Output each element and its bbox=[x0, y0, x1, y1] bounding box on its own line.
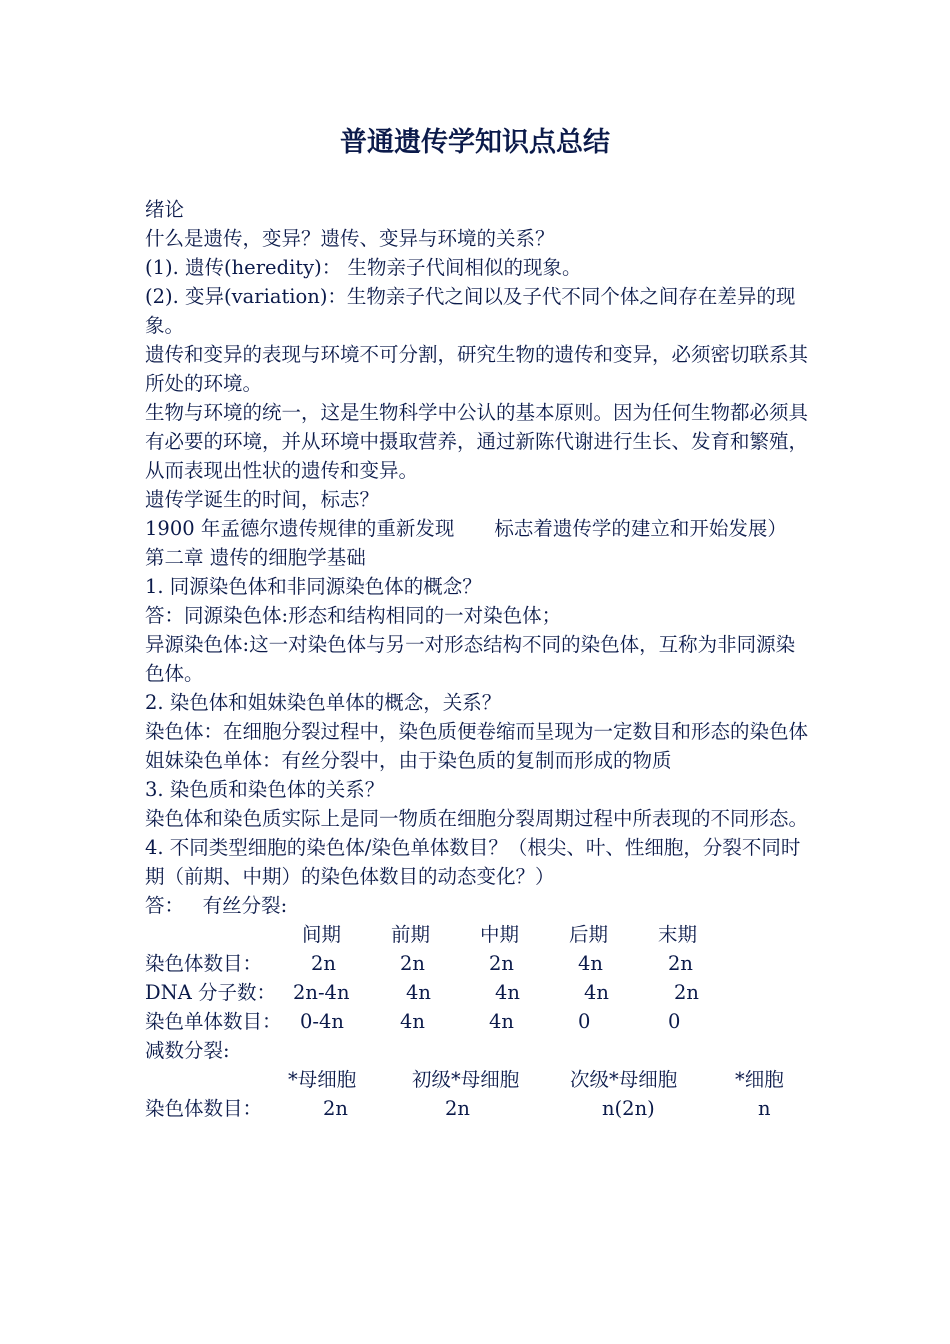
question-3: 3. 染色质和染色体的关系？ bbox=[145, 778, 385, 801]
cell: 2n bbox=[489, 952, 514, 975]
mitosis-row-chromosome bbox=[145, 949, 810, 978]
cell: 0-4n bbox=[300, 1010, 344, 1033]
row-label: 染色体数目： bbox=[145, 1097, 263, 1120]
cell: 2n bbox=[668, 952, 693, 975]
meiosis-row-chromosome bbox=[145, 1094, 810, 1123]
cell: n(2n) bbox=[602, 1097, 655, 1120]
row-label: DNA 分子数： bbox=[145, 981, 276, 1004]
mitosis-row-dna bbox=[145, 978, 810, 1007]
answer-birth-of-genetics bbox=[145, 514, 810, 543]
cell: 0 bbox=[668, 1010, 681, 1033]
mitosis-label: 有丝分裂: bbox=[202, 894, 288, 917]
cell: n bbox=[758, 1097, 771, 1120]
question-4: 4. 不同类型细胞的染色体/染色单体数目？（根尖、叶、性细胞，分裂不同时期（前期、中期）的染色体数目的动态变化？） bbox=[145, 836, 801, 888]
question-1: 1. 同源染色体和非同源染色体的概念？ bbox=[145, 575, 482, 598]
meiosis-table bbox=[145, 1065, 810, 1123]
mitosis-header: 末期 bbox=[658, 923, 698, 946]
mitosis-header-row bbox=[145, 920, 810, 949]
mitosis-header: 后期 bbox=[569, 923, 609, 946]
row-label: 染色体数目： bbox=[145, 952, 263, 975]
answer-1a: 答：同源染色体:形态和结构相同的一对染色体； bbox=[145, 604, 562, 627]
cell: 4n bbox=[495, 981, 520, 1004]
paragraph-unity: 生物与环境的统一，这是生物科学中公认的基本原则。因为任何生物都必须具有必要的环境，并从环境中摄取营养，通过新陈代谢进行生长、发育和繁殖，从而表现出性状的遗传和变异。 bbox=[145, 401, 809, 482]
mitosis-header: 中期 bbox=[480, 923, 520, 946]
question-heredity-variation: 什么是遗传，变异？遗传、变异与环境的关系？ bbox=[145, 227, 555, 250]
row-label: 染色单体数目： bbox=[145, 1010, 282, 1033]
meiosis-header: 次级*母细胞 bbox=[570, 1068, 678, 1091]
mitosis-header: 前期 bbox=[391, 923, 431, 946]
answer-3: 染色体和染色质实际上是同一物质在细胞分裂周期过程中所表现的不同形态。 bbox=[145, 807, 809, 830]
mitosis-row-chromatid bbox=[145, 1007, 810, 1036]
answer-part-2: 标志着遗传学的建立和开始发展） bbox=[494, 517, 787, 540]
answer-2a: 染色体：在细胞分裂过程中，染色质便卷缩而呈现为一定数目和形态的染色体 bbox=[145, 720, 809, 743]
answer-label: 答： bbox=[145, 894, 185, 917]
definition-variation: (2). 变异(variation)：生物亲子代之间以及子代不同个体之间存在差异的现象。 bbox=[145, 285, 796, 337]
definition-heredity: (1). 遗传(heredity)： 生物亲子代间相似的现象。 bbox=[145, 256, 582, 279]
question-birth-of-genetics: 遗传学诞生的时间，标志？ bbox=[145, 488, 380, 511]
cell: 4n bbox=[584, 981, 609, 1004]
answer-1b: 异源染色体:这一对染色体与另一对形态结构不同的染色体，互称为非同源染色体。 bbox=[145, 633, 796, 685]
question-2: 2. 染色体和姐妹染色单体的概念，关系？ bbox=[145, 691, 502, 714]
mitosis-header: 间期 bbox=[302, 923, 342, 946]
answer-2b: 姐妹染色单体：有丝分裂中，由于染色质的复制而形成的物质 bbox=[145, 749, 672, 772]
document-title: 普通遗传学知识点总结 bbox=[340, 127, 610, 158]
cell: 2n bbox=[674, 981, 699, 1004]
cell: 4n bbox=[406, 981, 431, 1004]
mitosis-table bbox=[145, 920, 810, 1036]
section-heading-chapter2: 第二章 遗传的细胞学基础 bbox=[145, 546, 366, 569]
meiosis-label: 减数分裂: bbox=[145, 1039, 230, 1062]
meiosis-header-row bbox=[145, 1065, 810, 1094]
cell: 2n bbox=[400, 952, 425, 975]
answer-4-label-line bbox=[145, 891, 810, 920]
section-heading-intro: 绪论 bbox=[145, 198, 185, 221]
cell: 2n bbox=[323, 1097, 348, 1120]
cell: 4n bbox=[578, 952, 603, 975]
cell: 2n-4n bbox=[293, 981, 350, 1004]
cell: 2n bbox=[311, 952, 336, 975]
document-body bbox=[145, 195, 810, 1123]
meiosis-header: *细胞 bbox=[735, 1068, 784, 1091]
paragraph-environment: 遗传和变异的表现与环境不可分割，研究生物的遗传和变异，必须密切联系其所处的环境。 bbox=[145, 343, 809, 395]
meiosis-header: 初级*母细胞 bbox=[412, 1068, 520, 1091]
meiosis-header: *母细胞 bbox=[288, 1068, 357, 1091]
answer-part-1: 1900 年孟德尔遗传规律的重新发现 bbox=[145, 517, 455, 540]
cell: 4n bbox=[400, 1010, 425, 1033]
cell: 4n bbox=[489, 1010, 514, 1033]
cell: 2n bbox=[445, 1097, 470, 1120]
cell: 0 bbox=[578, 1010, 591, 1033]
